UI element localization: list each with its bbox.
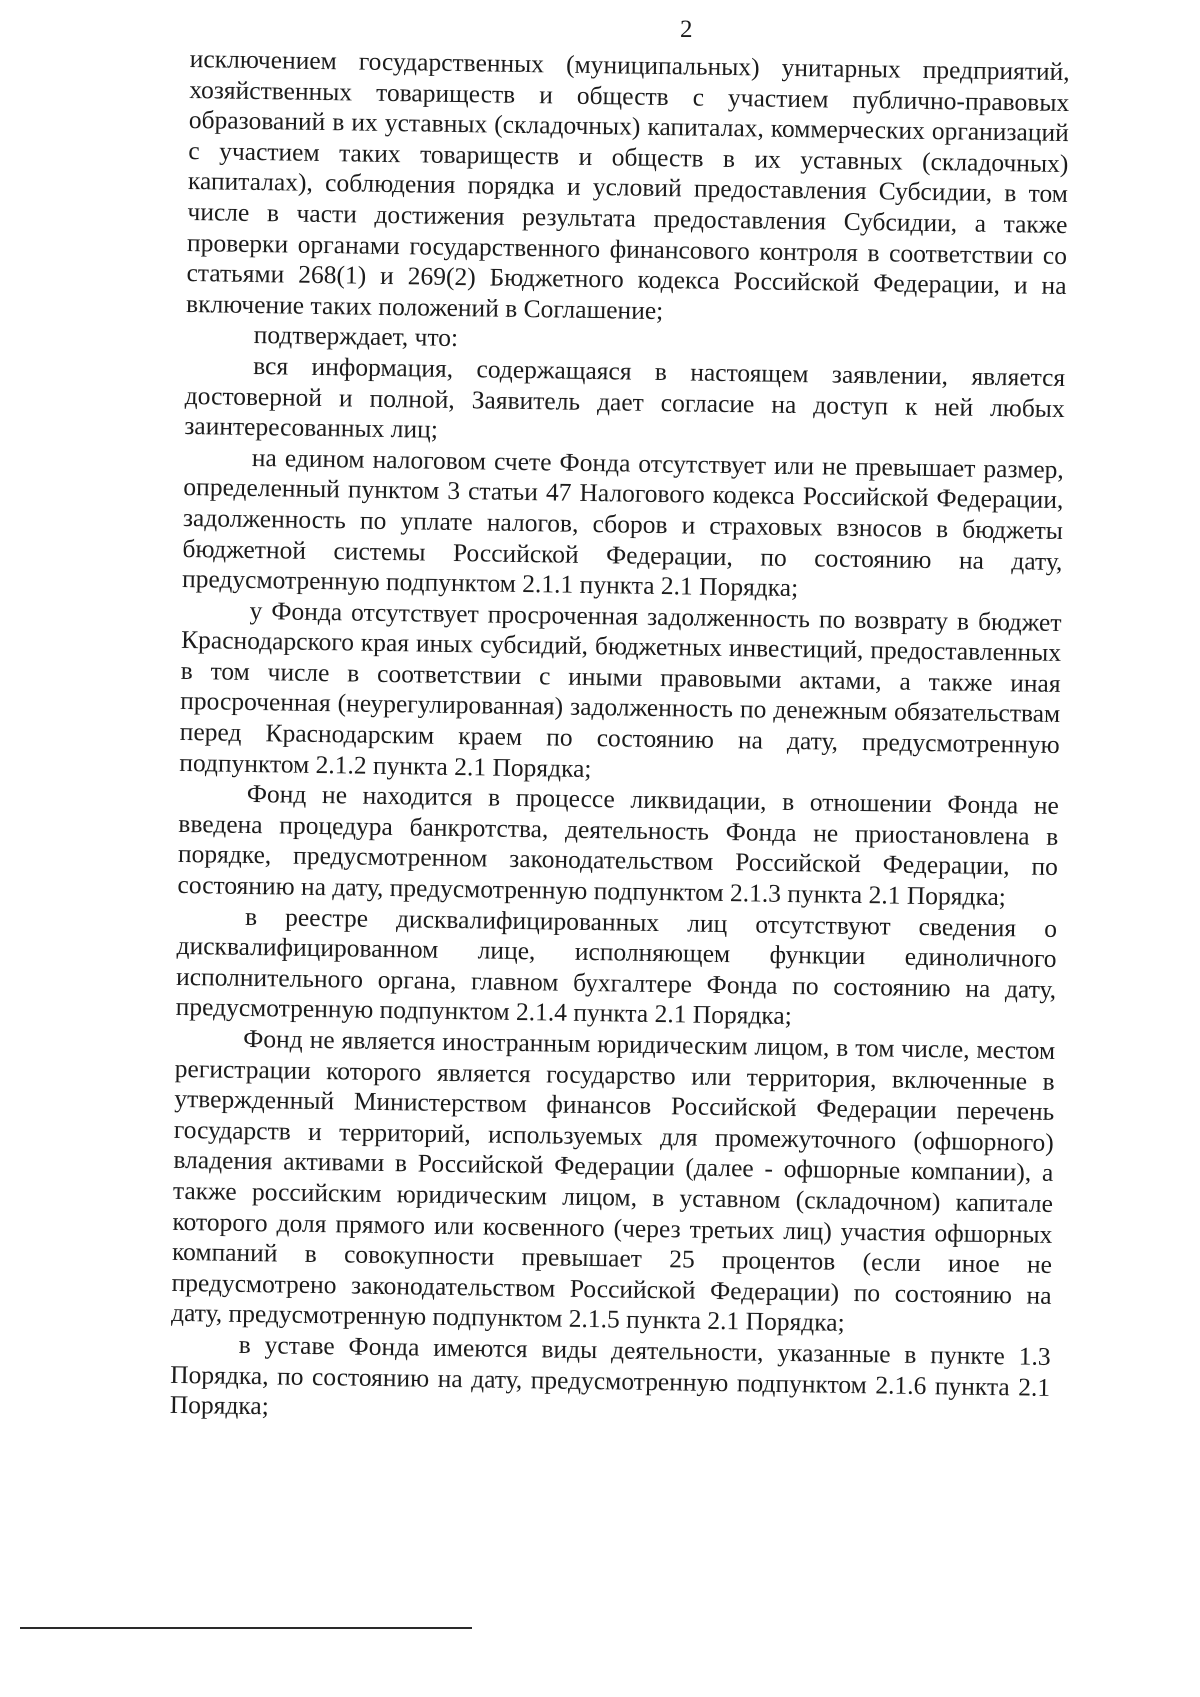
paragraph-charter-activities: в уставе Фонда имеются виды деятельности, указанные в пункте 1.3 Порядка, по состоянию на дату, предусмотренную подпунктом 2.1.6 пункта 2.1 Порядка; [169, 1329, 1051, 1421]
paragraph-overdue-debt: у Фонда отсутствует просроченная задолженность по возврату в бюджет Краснодарского края иных субсидий, бюджетных инвестиций, предоставленных в том числе в соответствии с иными правовыми актами, а также иная просроченная (неурегулированная) задолженность по денежным обязательствам перед Краснодарским краем по состоянию на дату, предусмотренную подпунктом 2.1.2 пункта 2.1 Порядка; [179, 595, 1062, 783]
paragraph-information-accuracy: вся информация, содержащаяся в настоящем заявлении, является достоверной и полной, Заявитель дает согласие на доступ к ней любых заинтересованных лиц; [184, 350, 1066, 444]
paragraph-liquidation: Фонд не находится в процессе ликвидации, в отношении Фонда не введена процедура банкротства, деятельность Фонда не приостановлена в порядке, предусмотренном законодательством Российской Федерации, по состоянию на дату, предусмотренную подпунктом 2.1.3 пункта 2.1 Порядка; [177, 779, 1060, 912]
paragraph-disqualified-persons: в реестре дисквалифицированных лиц отсутствуют сведения о дисквалифицированном лице, исполняющем функции единоличного исполнительного органа, главном бухгалтере Фонда по состоянию на дату, предусмотренную подпунктом 2.1.4 пункта 2.1 Порядка; [175, 901, 1058, 1031]
paragraph-confirms: подтверждает, что: [253, 320, 459, 353]
footnote-divider [20, 1627, 472, 1629]
paragraph-tax-debt: на едином налоговом счете Фонда отсутствует или не превышает размер, определенный пунктом 3 статьи 47 Налогового кодекса Российской Федерации, задолженность по уплате налогов, сборов и страховых взносов в бюджеты бюджетной системы Российской Федерации, по состоянию на дату, предусмотренную подпунктом 2.1.1 пункта 2.1 Порядка; [181, 442, 1065, 603]
paragraph-consent-continuation: исключением государственных (муниципальных) унитарных предприятий, хозяйственных товариществ и обществ с участием публично-правовых образований в их уставных (складочных) капиталах, коммерческих организаций с участием таких товариществ и обществ в их уставных (складочных) капиталах), соблюдения порядка и условий предоставления Субсидии, в том числе в части достижения результата предоставления Субсидии, а также проверки органами государственного финансового контроля в соответствии со статьями 268(1) и 269(2) Бюджетного кодекса Российской Федерации, и на включение таких положений в Соглашение; [185, 44, 1070, 325]
page-number: 2 [680, 16, 693, 43]
paragraph-offshore-companies: Фонд не является иностранным юридическим лицом, в том числе, местом регистрации которого является государство или территория, включенные в утвержденный Министерством финансов Российской Федерации перечень государств и территорий, используемых для промежуточного (офшорного) владения активами в Российской Федерации (далее - офшорные компании), а также российским юридическим лицом, в уставном (складочном) капитале которого доля прямого или косвенного (через третьих лиц) участия офшорных компаний в совокупности превышает 25 процентов (если иное не предусмотрено законодательством Российской Федерации) по состоянию на дату, предусмотренную подпунктом 2.1.5 пункта 2.1 Порядка; [170, 1023, 1056, 1338]
document-body [170, 44, 1070, 1434]
